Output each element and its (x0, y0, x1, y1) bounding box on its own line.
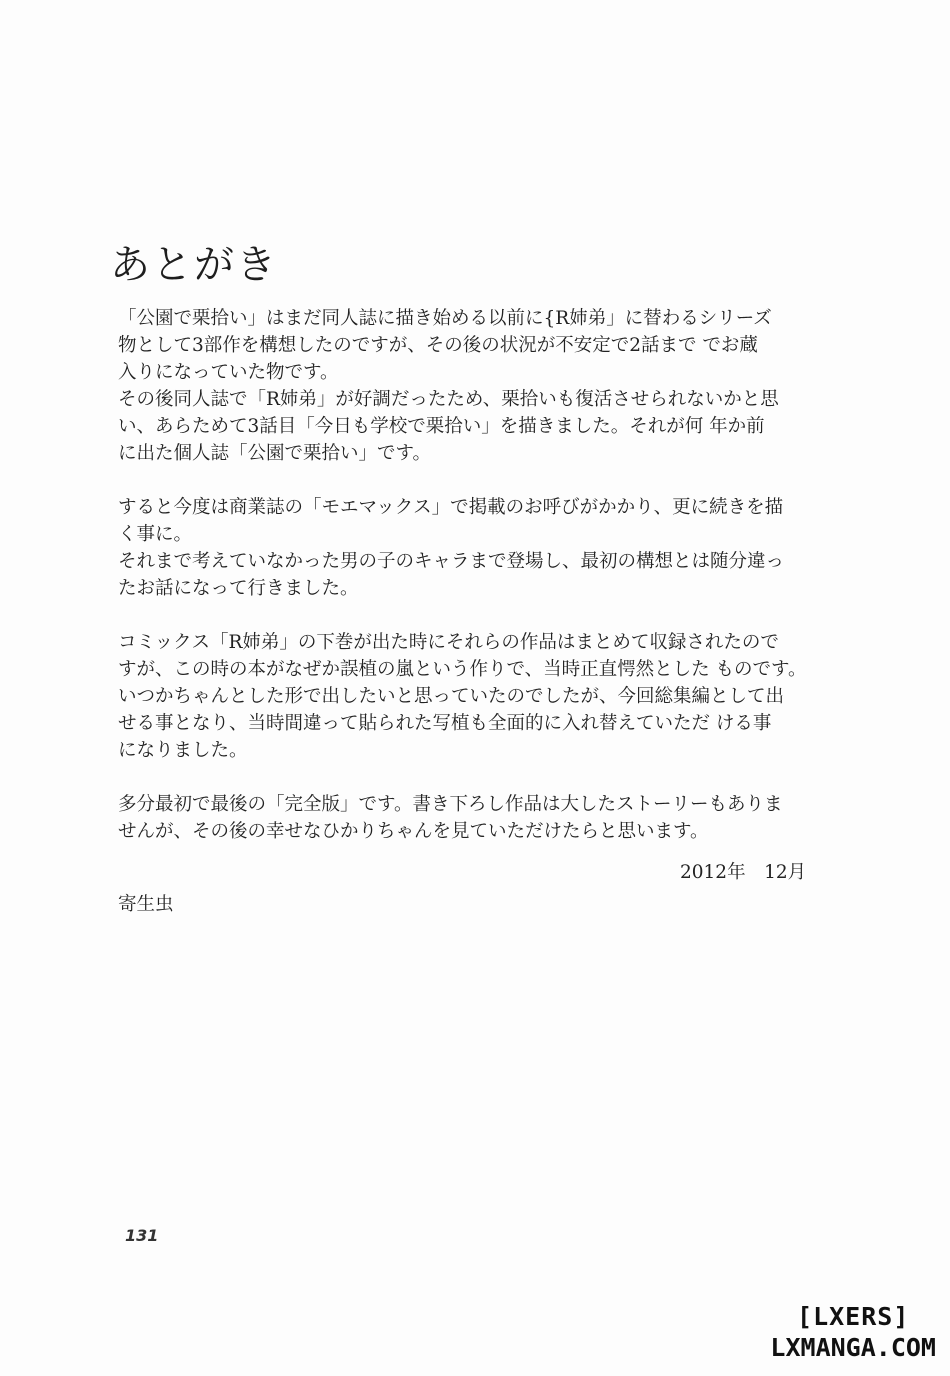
text-line: たお話になって行きました。 (118, 578, 359, 599)
text-line: せんが、その後の幸せなひかりちゃんを見ていただけたらと思います。 (118, 821, 709, 842)
author-signature: 寄生虫 (118, 894, 174, 915)
text-line: 入りになっていた物です。 (118, 362, 339, 383)
text-line: いつかちゃんとした形で出したいと思っていたのでしたが、今回総集編として出 (118, 686, 785, 707)
text-line: その後同人誌で「R姉弟」が好調だったため、栗拾いも復活させられないかと思 (118, 389, 779, 410)
watermark-domain: LXMANGA.COM (770, 1333, 936, 1362)
date-line: 2012年 12月 (680, 862, 807, 883)
watermark-tag: [LXERS] (797, 1302, 910, 1331)
text-line: せる事となり、当時間違って貼られた写植も全面的に入れ替えていただ ける事 (118, 713, 772, 734)
paragraph-1 (118, 305, 888, 467)
text-line: コミックス「R姉弟」の下巻が出た時にそれらの作品はまとめて収録されたので (118, 632, 779, 653)
text-line: それまで考えていなかった男の子のキャラまで登場し、最初の構想とは随分違っ (118, 551, 785, 572)
page-title: あとがき (110, 242, 278, 288)
text-line: になりました。 (118, 740, 248, 761)
text-line: く事に。 (118, 524, 193, 545)
text-line: 「公園で栗拾い」はまだ同人誌に描き始める以前に{R姉弟」に替わるシリーズ (118, 308, 772, 329)
site-watermark (770, 1304, 936, 1360)
paragraph-3 (118, 629, 888, 764)
text-line: に出た個人誌「公園で栗拾い」です。 (118, 443, 432, 464)
paragraph-4 (118, 791, 888, 845)
page-number: 131 (125, 1226, 159, 1245)
text-line: 多分最初で最後の「完全版」です。書き下ろし作品は大したストーリーもありま (118, 794, 783, 815)
text-line: すると今度は商業誌の「モエマックス」で掲載のお呼びがかかり、更に続きを描 (118, 497, 784, 518)
text-line: 物として3部作を構想したのですが、その後の状況が不安定で2話まで でお蔵 (118, 335, 758, 356)
text-line: い、あらためて3話目「今日も学校で栗拾い」を描きました。それが何 年か前 (118, 416, 765, 437)
paragraph-2 (118, 494, 888, 602)
text-line: すが、この時の本がなぜか誤植の嵐という作りで、当時正直愕然とした ものです。 (118, 659, 807, 680)
afterword-body (118, 305, 888, 872)
